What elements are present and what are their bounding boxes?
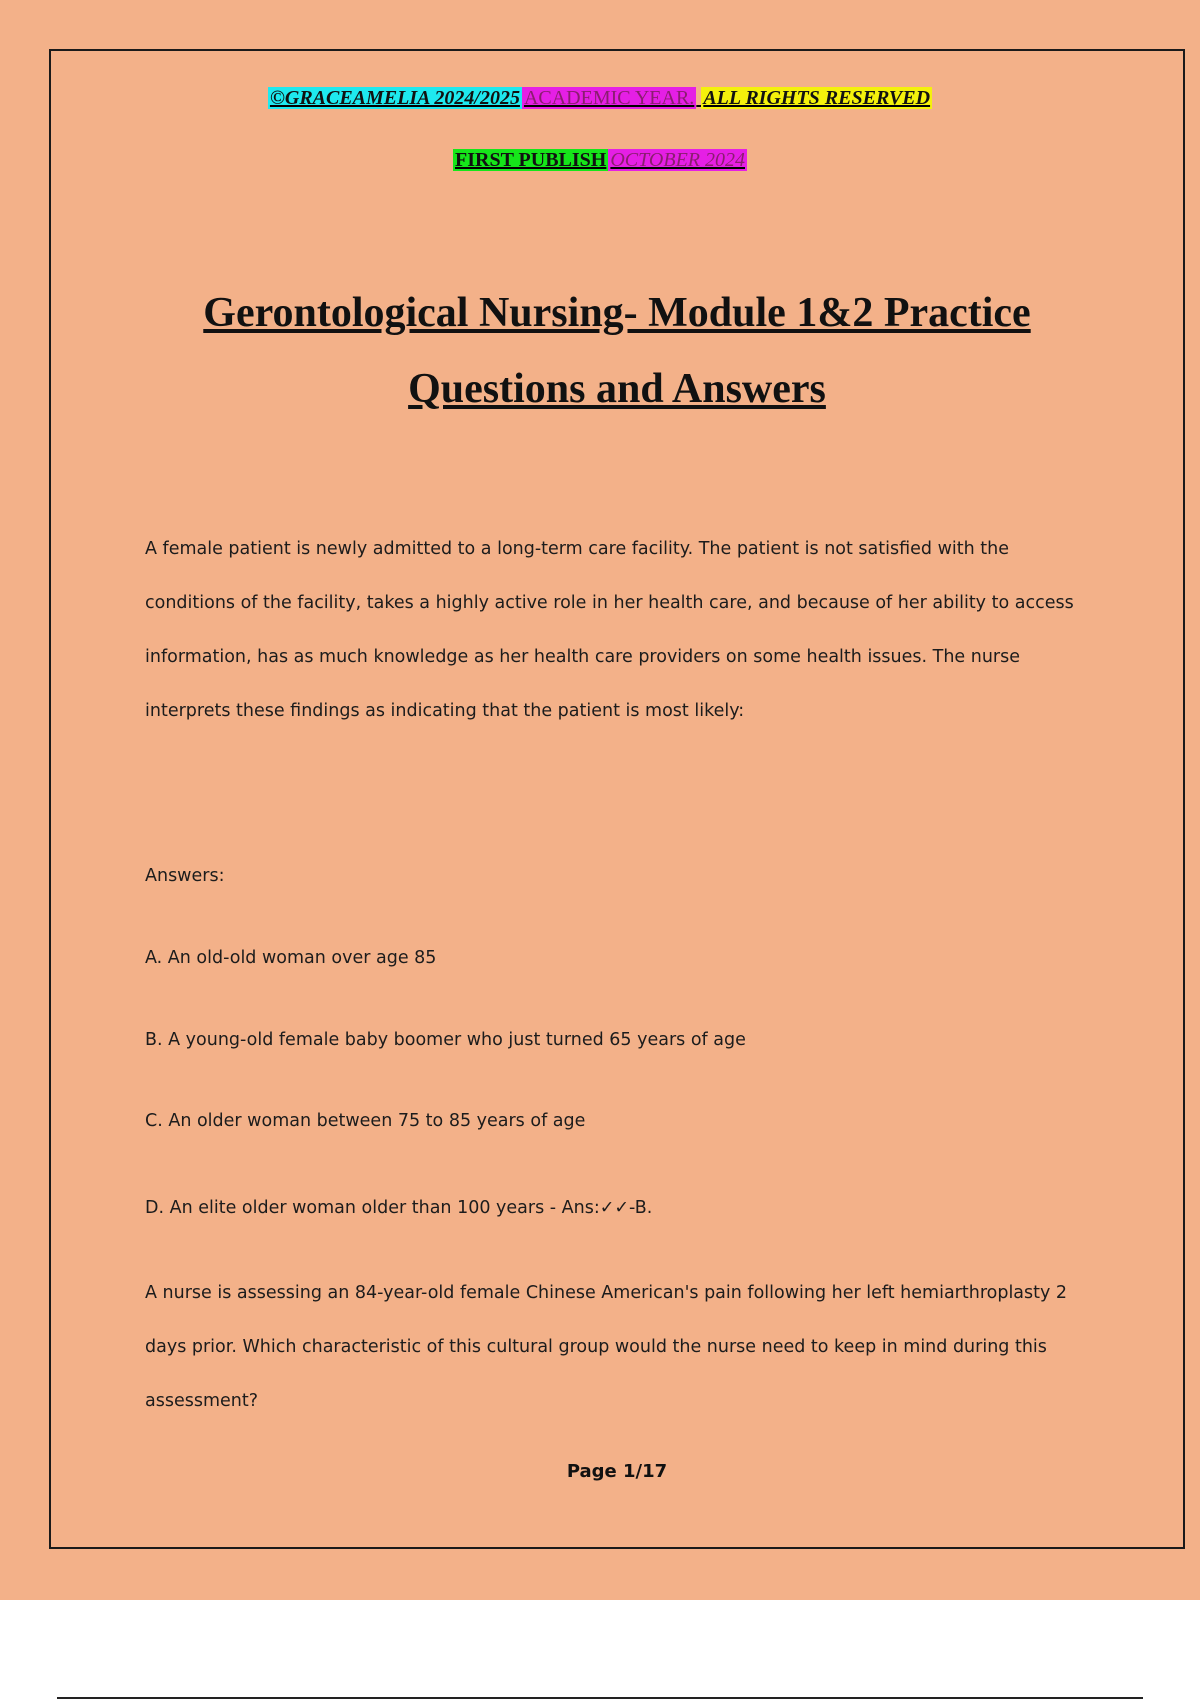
- option-a: A. An old-old woman over age 85: [145, 948, 437, 968]
- academic-year-label: ACADEMIC YEAR.: [523, 87, 695, 109]
- publish-header: [0, 148, 1200, 172]
- rights-label: ALL RIGHTS RESERVED: [703, 87, 931, 109]
- option-b: B. A young-old female baby boomer who just turned 65 years of age: [145, 1030, 746, 1050]
- question-1-text: A female patient is newly admitted to a long-term care facility. The patient is not satisfied with the conditions of the facility, takes a highly active role in her health care, and because of her ability to access information, has as much knowledge as her health care providers on some health issues. The nurse interprets these findings as indicating that the patient is most likely:: [145, 539, 1074, 721]
- next-page-divider: [57, 1697, 1143, 1699]
- answers-label: Answers:: [145, 866, 225, 886]
- option-d-with-answer: D. An elite older woman older than 100 years - Ans:✓✓-B.: [145, 1198, 653, 1218]
- first-publish-label: FIRST PUBLISH: [455, 149, 607, 171]
- question-2-text: A nurse is assessing an 84-year-old female Chinese American's pain following her left hemiarthroplasty 2 days prior. Which characteristic of this cultural group would the nurse need to keep in mind during this assessment?: [145, 1283, 1068, 1411]
- document-title-line-1: Gerontological Nursing- Module 1&2 Practice: [203, 290, 1031, 336]
- option-c: C. An older woman between 75 to 85 years of age: [145, 1111, 586, 1131]
- copyright-header: [0, 86, 1200, 110]
- copyright-label: ©GRACEAMELIA 2024/2025: [269, 87, 520, 109]
- document-title-line-2: Questions and Answers: [408, 366, 826, 412]
- publish-date-label: OCTOBER 2024: [610, 149, 745, 171]
- page-number: Page 1/17: [566, 1461, 668, 1482]
